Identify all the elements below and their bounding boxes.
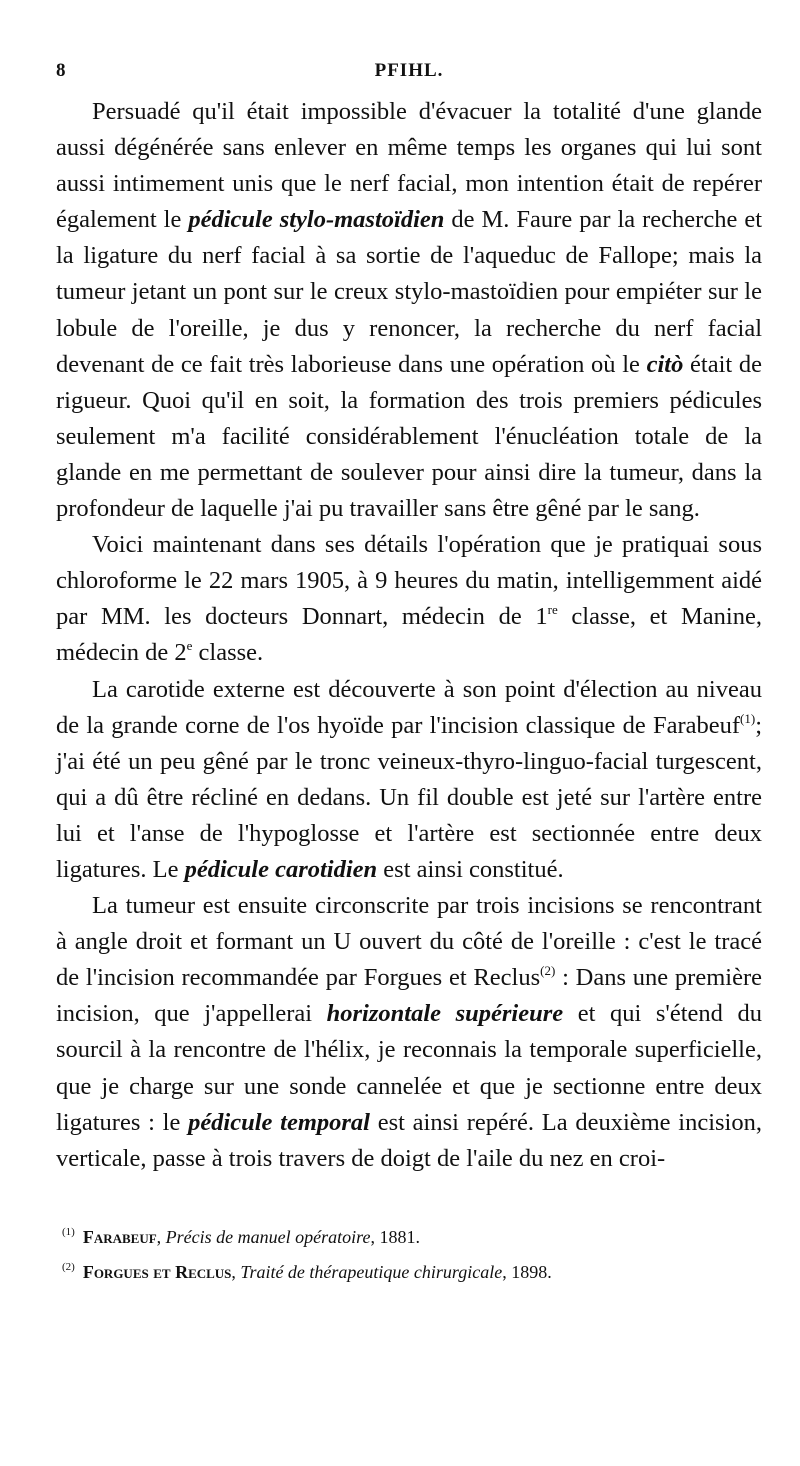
footnote-mark: (2) — [62, 1260, 75, 1273]
text-run: ; j'ai été un peu gêné par le tronc veineux-thyro-linguo-facial turgescent, qui a dû être récliné en dedans. Un fil double est jeté sur l'artère entre lui et l'anse de l'hypoglosse et l'artère est sectionnée entre deux ligatures. Le — [56, 711, 762, 883]
text-run: était de rigueur. Quoi qu'il en soit, la formation des trois premiers pédicules seulement m'a facilité considérablement l'énucléation totale de la glande en me permettant de soulever pour ainsi dire la tumeur, dans la profondeur de laquelle j'ai pu travailler sans être gêné par le sang. — [56, 350, 762, 523]
footnote-separator: , — [231, 1261, 241, 1282]
paragraph-3 — [56, 672, 762, 889]
footnote-title: Précis de manuel opératoire — [165, 1226, 371, 1247]
footnote-separator: , — [156, 1226, 166, 1247]
footnote-author: Forgues et Reclus — [82, 1261, 232, 1282]
footnote-author: Farabeuf — [82, 1226, 157, 1247]
text-run: et qui s'étend du sourcil à la rencontre de l'hélix, je reconnais la temporale superficielle, que je charge sur une sonde cannelée et que je sectionne entre deux ligatures : le — [56, 1000, 762, 1136]
footnotes — [56, 1217, 762, 1287]
footnote-mark: (1) — [62, 1225, 75, 1238]
running-title: PFIHL. — [374, 60, 444, 81]
footnote-reference-1: (1) — [740, 710, 756, 726]
paragraph-4 — [56, 888, 762, 1177]
text-run: : Dans une première incision, que j'appellerai — [56, 964, 762, 1028]
footnote-1 — [56, 1217, 762, 1252]
footnote-year: , 1898. — [502, 1261, 552, 1282]
italic-term: pédicule carotidien — [184, 855, 378, 883]
text-run: est ainsi repéré. La deuxième incision, verticale, passe à trois travers de doigt de l'aile du nez en croi- — [56, 1108, 762, 1172]
running-head — [56, 60, 762, 94]
ordinal-superscript: re — [547, 602, 558, 618]
paragraph-1 — [56, 94, 762, 527]
paragraph-2 — [56, 527, 762, 671]
page-number: 8 — [56, 60, 67, 81]
ordinal-superscript: e — [186, 638, 193, 654]
footnote-reference-2: (2) — [540, 963, 556, 979]
footnote-year: , 1881. — [370, 1226, 420, 1247]
text-run: La tumeur est ensuite circonscrite par trois incisions se rencontrant à angle droit et formant un U ouvert du côté de l'oreille : c'est le tracé de l'incision recommandée par Forgues et Reclus — [56, 892, 762, 992]
page — [56, 60, 762, 1287]
text-run: La carotide externe est découverte à son point d'élection au niveau de la grande corne de l'os hyoïde par l'incision classique de Farabeuf — [56, 675, 762, 739]
body-text — [56, 94, 762, 1177]
text-run: Voici maintenant dans ses détails l'opération que je pratiquai sous chloroforme le 22 mars 1905, à 9 heures du matin, intelligemment aidé par MM. les docteurs Donnart, médecin de 1 — [56, 531, 762, 631]
italic-term: citò — [646, 350, 684, 378]
italic-term: pédicule temporal — [188, 1108, 370, 1136]
text-run: de M. Faure par la recherche et la ligature du nerf facial à sa sortie de l'aqueduc de Fallope; mais la tumeur jetant un pont sur le creux stylo-mastoïdien pour empiéter sur le lobule de l'oreille, je dus y renoncer, la recherche du nerf facial devenant de ce fait très laborieuse dans une opération où le — [56, 206, 763, 378]
text-run: classe, et Manine, médecin de 2 — [56, 603, 762, 667]
footnote-title: Traité de thérapeutique chirurgicale — [240, 1261, 503, 1282]
italic-term: pédicule stylo-mastoïdien — [188, 206, 445, 234]
italic-term: horizontale supérieure — [326, 1000, 564, 1028]
text-run: Persuadé qu'il était impossible d'évacuer la totalité d'une glande aussi dégénérée sans enlever en même temps les organes qui lui sont aussi intimement unis que le nerf facial, mon intention était de repérer également le — [56, 98, 762, 234]
text-run: classe. — [192, 639, 264, 667]
text-run: est ainsi constitué. — [377, 855, 564, 883]
footnote-2 — [56, 1252, 762, 1287]
